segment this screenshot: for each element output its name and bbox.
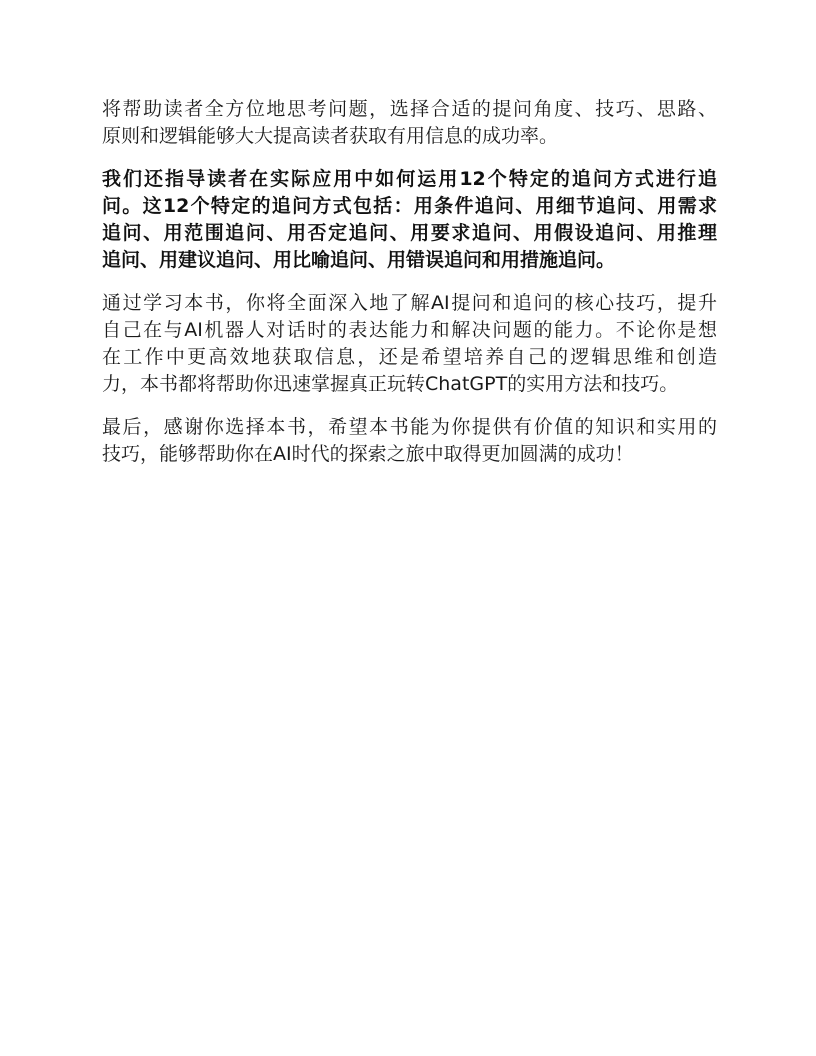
text-line: 将帮助读者全方位地思考问题，选择合适的提问角度、技巧、思路、: [102, 98, 717, 120]
text-line: 自己在与AI机器人对话时的表达能力和解决问题的能力。不论你是想: [102, 319, 717, 341]
paragraph-benefits: [102, 290, 717, 398]
text-line: 问。这12个特定的追问方式包括：用条件追问、用细节追问、用需求: [102, 195, 717, 217]
text-line: 在工作中更高效地获取信息，还是希望培养自己的逻辑思维和创造: [102, 346, 717, 368]
text-line: 原则和逻辑能够大大提高读者获取有用信息的成功率。: [102, 125, 559, 147]
paragraph-intro: [102, 96, 717, 150]
text-line: 最后，感谢你选择本书，希望本书能为你提供有价值的知识和实用的: [102, 416, 717, 438]
text-line: 追问、用建议追问、用比喻追问、用错误追问和用措施追问。: [102, 249, 616, 271]
text-line: 力，本书都将帮助你迅速掌握真正玩转ChatGPT的实用方法和技巧。: [102, 373, 679, 395]
document-body: [102, 96, 717, 484]
text-line: 我们还指导读者在实际应用中如何运用12个特定的追问方式进行追: [102, 168, 717, 190]
text-line: 通过学习本书，你将全面深入地了解AI提问和追问的核心技巧，提升: [102, 292, 717, 314]
text-line: 技巧，能够帮助你在AI时代的探索之旅中取得更加圆满的成功！: [102, 443, 634, 465]
paragraph-follow-up-methods: [102, 166, 717, 274]
text-line: 追问、用范围追问、用否定追问、用要求追问、用假设追问、用推理: [102, 222, 717, 244]
paragraph-closing: [102, 414, 717, 468]
